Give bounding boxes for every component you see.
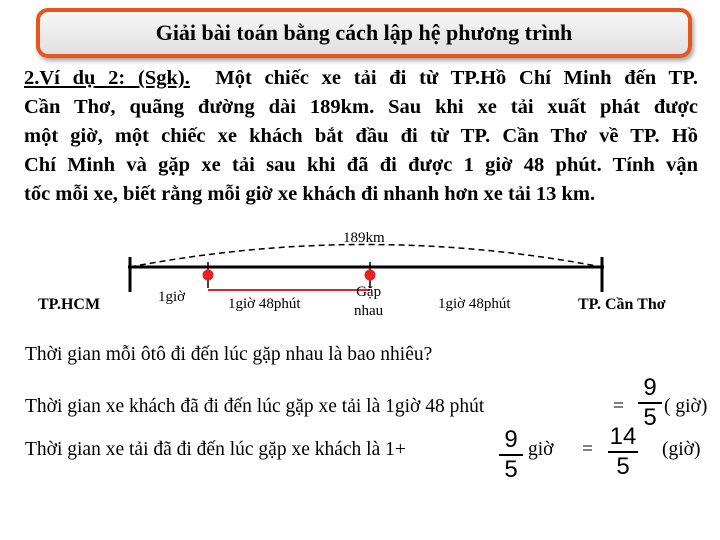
fraction-denominator: 5	[616, 453, 630, 480]
question-2-fraction	[638, 376, 662, 430]
problem-line-1-text: Một chiếc xe tải đi từ TP.Hồ Chí Minh đến TP.	[215, 67, 698, 89]
question-2-equals: =	[613, 396, 624, 417]
meeting-label: Gặp nhau	[354, 284, 384, 319]
problem-line-3: một giờ, một chiếc xe khách bắt đầu đi từ TP. Cần Thơ về TP. Hồ	[24, 125, 698, 147]
segment-3-label: 1giờ 48phút	[438, 296, 511, 312]
question-3: Thời gian xe tải đã đi đến lúc gặp xe khách là 1+	[25, 439, 406, 460]
question-2-unit: ( giờ)	[664, 396, 708, 417]
truck-start-marker	[203, 270, 214, 281]
question-1: Thời gian mỗi ôtô đi đến lúc gặp nhau là bao nhiêu?	[25, 344, 433, 365]
segment-1-label: 1giờ	[158, 289, 186, 305]
page-title: Giải bài toán bằng cách lập hệ phương trình	[155, 20, 573, 45]
question-2: Thời gian xe khách đã đi đến lúc gặp xe tải là 1giờ 48 phút	[25, 396, 485, 417]
meeting-point-marker	[365, 270, 376, 281]
city-cantho-label: TP. Cần Thơ	[578, 296, 666, 313]
distance-label: 189km	[343, 230, 385, 246]
example-label: 2.Ví dụ 2: (Sgk).	[24, 67, 190, 89]
question-3-equals: =	[582, 439, 593, 460]
problem-line-5: tốc mỗi xe, biết rằng mỗi giờ xe khách đi nhanh hơn xe tải 13 km.	[24, 183, 596, 205]
problem-line-2: Cần Thơ, quãng đường dài 189km. Sau khi xe tải xuất phát được	[24, 96, 698, 118]
city-hcm-label: TP.HCM	[38, 296, 101, 313]
fraction-numerator: 9	[643, 374, 657, 401]
fraction-numerator: 14	[609, 423, 637, 450]
question-3-fraction-1	[499, 428, 523, 482]
fraction-denominator: 5	[504, 456, 518, 483]
fraction-denominator: 5	[643, 404, 657, 431]
question-3-unit: (giờ)	[662, 439, 701, 460]
question-3-unit-mid: giờ	[528, 439, 554, 460]
question-3-fraction-2	[608, 425, 638, 479]
segment-2-label: 1giờ 48phút	[228, 296, 301, 312]
distance-arc	[130, 245, 602, 268]
problem-line-4: Chí Minh và gặp xe tải sau khi đã đi được 1 giờ 48 phút. Tính vận	[24, 154, 698, 176]
fraction-numerator: 9	[504, 426, 518, 453]
